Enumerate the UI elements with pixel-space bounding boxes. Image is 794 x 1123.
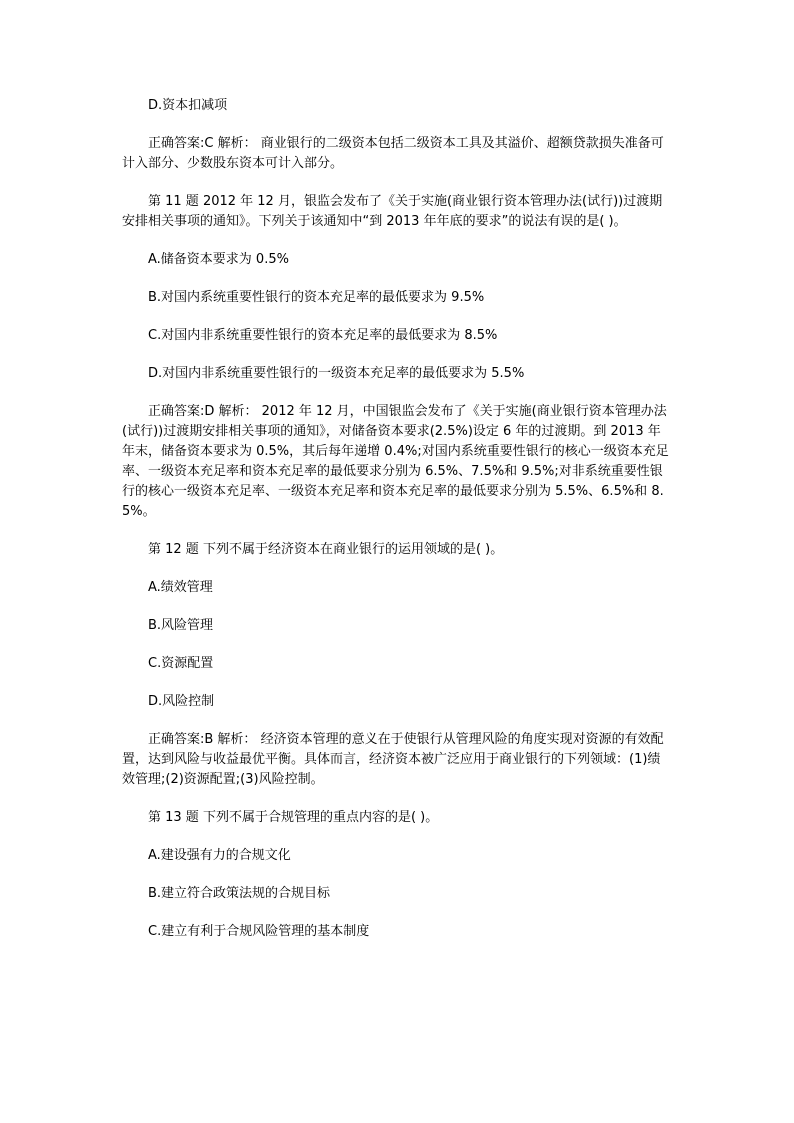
option-b-q11: B.对国内系统重要性银行的资本充足率的最低要求为 9.5% bbox=[148, 290, 485, 305]
question-12: 第 12 题 下列不属于经济资本在商业银行的运用领域的是( )。 bbox=[148, 542, 504, 557]
answer-explanation-q12: 正确答案:B 解析： 经济资本管理的意义在于使银行从管理风险的角度实现对资源的有效配置，达到风险与收益最优平衡。具体而言，经济资本被广泛应用于商业银行的下列领域：(1)绩效管理;(2)资源配置;(3)风险控制。 bbox=[122, 732, 664, 787]
option-d-q10: D.资本扣减项 bbox=[148, 98, 228, 113]
option-d-q11: D.对国内非系统重要性银行的一级资本充足率的最低要求为 5.5% bbox=[148, 366, 525, 381]
option-a-q12: A.绩效管理 bbox=[148, 580, 213, 595]
option-c-q13: C.建立有利于合规风险管理的基本制度 bbox=[148, 924, 370, 939]
option-b-q13: B.建立符合政策法规的合规目标 bbox=[148, 886, 331, 901]
option-a-q13: A.建设强有力的合规文化 bbox=[148, 848, 291, 863]
option-b-q12: B.风险管理 bbox=[148, 618, 214, 633]
answer-explanation-q11: 正确答案:D 解析： 2012 年 12 月，中国银监会发布了《关于实施(商业银行资本管理办法(试行))过渡期安排相关事项的通知》，对储备资本要求(2.5%)设定 6 年的过渡期。到 2013 年年末，储备资本要求为 0.5%，其后每年递增 0.4%;对国内系统重要性银行的核心一级资本充足率、一级资本充足率和资本充足率的最低要求分别为 6.5%、7.5%和 9.5%;对非系统重要性银行的核心一级资本充足率、一级资本充足率和资本充足率的最低要求分别为 5.5%、6.5%和 8.5%。 bbox=[122, 404, 669, 519]
question-11: 第 11 题 2012 年 12 月，银监会发布了《关于实施(商业银行资本管理办法(试行))过渡期安排相关事项的通知》。下列关于该通知中“到 2013 年年底的要求”的说法有误的是( )。 bbox=[122, 194, 663, 229]
question-13: 第 13 题 下列不属于合规管理的重点内容的是( )。 bbox=[148, 810, 439, 825]
option-d-q12: D.风险控制 bbox=[148, 694, 215, 709]
answer-explanation-q10: 正确答案:C 解析： 商业银行的二级资本包括二级资本工具及其溢价、超额贷款损失准备可计入部分、少数股东资本可计入部分。 bbox=[122, 136, 664, 171]
option-a-q11: A.储备资本要求为 0.5% bbox=[148, 252, 289, 267]
option-c-q12: C.资源配置 bbox=[148, 656, 214, 671]
option-c-q11: C.对国内非系统重要性银行的资本充足率的最低要求为 8.5% bbox=[148, 328, 498, 343]
document-page bbox=[122, 96, 670, 942]
